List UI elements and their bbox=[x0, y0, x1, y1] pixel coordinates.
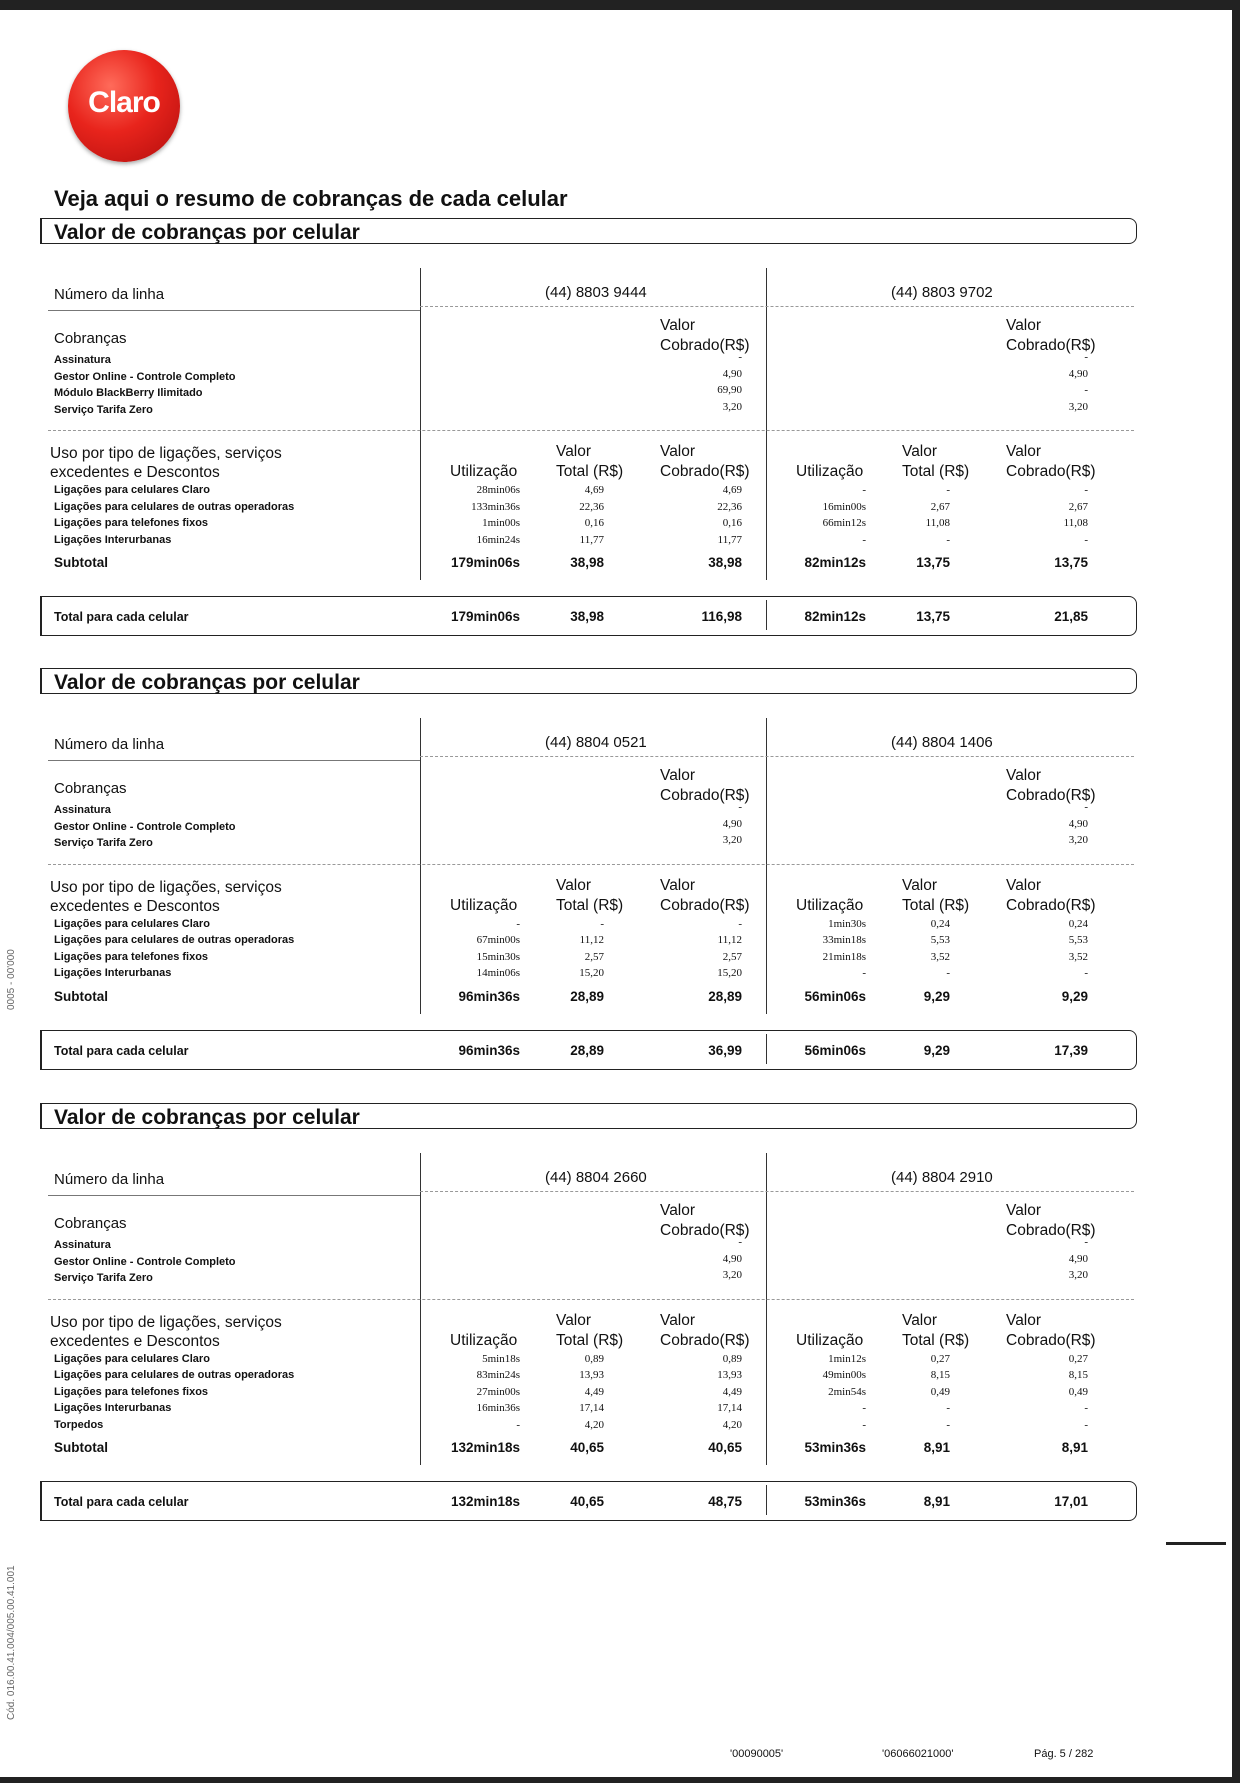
cobrado-header: Cobrado(R$) bbox=[660, 1331, 750, 1349]
charge-value: 69,90 bbox=[717, 384, 742, 396]
valor-header: Valor bbox=[1006, 317, 1042, 334]
usage-charged: 0,16 bbox=[722, 517, 742, 529]
subtotal-label: Subtotal bbox=[54, 555, 108, 570]
subtotal-total: 38,98 bbox=[570, 555, 604, 570]
usage-duration: 33min18s bbox=[822, 934, 866, 946]
subtotal-total: 9,29 bbox=[923, 988, 950, 1004]
usage-total: 11,08 bbox=[925, 517, 950, 529]
cobrado-header: Cobrado(R$) bbox=[660, 337, 750, 354]
row-divider bbox=[48, 864, 1134, 865]
cobrado-header: Cobrado(R$) bbox=[660, 787, 750, 804]
usage-item-label: Ligações para telefones fixos bbox=[54, 950, 209, 963]
total-charged: 116,98 bbox=[701, 609, 742, 624]
valor-header: Valor bbox=[1006, 443, 1042, 460]
usage-total: - bbox=[946, 967, 950, 979]
usage-duration: 14min06s bbox=[476, 967, 520, 979]
total-value: 8,91 bbox=[923, 1494, 950, 1509]
valor-header: Valor bbox=[556, 1311, 592, 1329]
charge-value: - bbox=[1084, 1236, 1088, 1248]
column-divider bbox=[766, 600, 767, 630]
total-per-line-label: Total para cada celular bbox=[54, 610, 189, 624]
cobrado-header: Cobrado(R$) bbox=[660, 1222, 750, 1239]
subtotal-total: 40,65 bbox=[570, 1440, 604, 1455]
charge-value: 3,20 bbox=[722, 1269, 742, 1281]
valor-header: Valor bbox=[1006, 767, 1042, 784]
usage-total: - bbox=[600, 917, 604, 930]
usage-total: 5,53 bbox=[930, 934, 950, 946]
usage-duration: 27min00s bbox=[476, 1385, 520, 1398]
row-divider bbox=[48, 760, 420, 761]
usage-charged: - bbox=[1084, 533, 1088, 546]
usage-duration: - bbox=[862, 533, 866, 546]
utilizacao-header: Utilização bbox=[450, 1331, 518, 1349]
valor-header: Valor bbox=[660, 317, 696, 334]
usage-charged: - bbox=[1084, 1418, 1088, 1431]
footer-code-2: '06066021000' bbox=[882, 1748, 954, 1760]
charge-value: 4,90 bbox=[1068, 367, 1088, 380]
side-form-code: Cód. 016.00.41.004/005.00.41.001 bbox=[6, 1565, 17, 1720]
subtotal-total: 28,89 bbox=[570, 988, 604, 1004]
subtotal-charged: 13,75 bbox=[1054, 555, 1088, 570]
row-divider bbox=[48, 1195, 420, 1196]
charge-value: 3,20 bbox=[1068, 834, 1088, 846]
column-divider bbox=[420, 718, 421, 1014]
row-divider bbox=[420, 756, 1134, 757]
side-batch-code: 0005 - 00'000 bbox=[6, 949, 17, 1010]
section-title-box bbox=[40, 218, 1137, 244]
charge-item-label: Módulo BlackBerry Ilimitado bbox=[54, 387, 203, 399]
usage-label: excedentes e Descontos bbox=[50, 464, 220, 481]
usage-total: 3,52 bbox=[930, 950, 950, 963]
usage-item-label: Ligações Interurbanas bbox=[54, 967, 172, 979]
charge-value: 3,20 bbox=[722, 834, 742, 846]
usage-charged: 13,93 bbox=[717, 1369, 742, 1381]
subtotal-duration: 53min36s bbox=[804, 1440, 866, 1455]
usage-total: 0,16 bbox=[584, 517, 604, 529]
utilizacao-header: Utilização bbox=[450, 896, 518, 914]
usage-duration: 5min18s bbox=[482, 1352, 520, 1365]
usage-duration: 66min12s bbox=[822, 517, 866, 529]
usage-duration: 16min24s bbox=[476, 533, 520, 546]
column-divider bbox=[766, 268, 767, 580]
usage-duration: 83min24s bbox=[476, 1369, 520, 1381]
usage-duration: 1min00s bbox=[482, 517, 520, 529]
usage-charged: 2,67 bbox=[1068, 500, 1088, 513]
row-divider bbox=[420, 1191, 1134, 1192]
section-title: Valor de cobranças por celular bbox=[54, 1106, 360, 1129]
usage-charged: 8,15 bbox=[1068, 1369, 1088, 1381]
valor-header: Valor bbox=[660, 443, 696, 460]
usage-total: 11,12 bbox=[579, 934, 604, 946]
usage-duration: 133min36s bbox=[471, 500, 520, 513]
total-charged: 17,01 bbox=[1054, 1494, 1088, 1509]
usage-duration: 49min00s bbox=[822, 1369, 866, 1381]
usage-duration: - bbox=[862, 1402, 866, 1414]
valor-header: Valor bbox=[660, 1311, 696, 1329]
usage-total: 4,69 bbox=[584, 484, 604, 496]
valor-header: Valor bbox=[902, 876, 938, 894]
usage-charged: 5,53 bbox=[1068, 934, 1088, 946]
column-divider bbox=[766, 1153, 767, 1465]
total-value: 13,75 bbox=[916, 609, 950, 624]
usage-charged: - bbox=[1084, 484, 1088, 496]
usage-charged: - bbox=[1084, 1402, 1088, 1414]
usage-total: 0,24 bbox=[930, 917, 950, 930]
subtotal-label: Subtotal bbox=[54, 988, 108, 1004]
usage-item-label: Torpedos bbox=[54, 1418, 104, 1431]
charge-value: 4,90 bbox=[722, 817, 742, 830]
column-divider bbox=[766, 718, 767, 1014]
subtotal-total: 8,91 bbox=[923, 1440, 950, 1455]
usage-charged: - bbox=[738, 917, 742, 930]
total-per-line-label: Total para cada celular bbox=[54, 1043, 189, 1058]
subtotal-duration: 179min06s bbox=[450, 555, 520, 570]
usage-charged: 15,20 bbox=[717, 967, 742, 979]
charge-item-label: Serviço Tarifa Zero bbox=[54, 403, 153, 416]
usage-duration: - bbox=[862, 1418, 866, 1431]
usage-duration: - bbox=[862, 484, 866, 496]
line-number: (44) 8803 9702 bbox=[891, 284, 993, 301]
line-number: (44) 8804 2910 bbox=[891, 1169, 993, 1186]
charge-item-label: Gestor Online - Controle Completo bbox=[54, 370, 236, 383]
usage-total: - bbox=[946, 1418, 950, 1431]
usage-total: 22,36 bbox=[579, 500, 604, 513]
charge-value: - bbox=[1084, 384, 1088, 396]
valor-header: Valor bbox=[556, 443, 592, 460]
line-number: (44) 8803 9444 bbox=[545, 284, 647, 301]
total-value: 38,98 bbox=[570, 609, 604, 624]
charge-value: 4,90 bbox=[1068, 817, 1088, 830]
charge-item-label: Assinatura bbox=[54, 354, 111, 366]
usage-duration: 1min12s bbox=[828, 1352, 866, 1365]
usage-label: Uso por tipo de ligações, serviços bbox=[50, 1313, 282, 1331]
line-number: (44) 8804 1406 bbox=[891, 734, 993, 751]
subtotal-charged: 38,98 bbox=[708, 555, 742, 570]
charge-value: 3,20 bbox=[1068, 1269, 1088, 1281]
section-title: Valor de cobranças por celular bbox=[54, 221, 360, 244]
usage-charged: - bbox=[1084, 967, 1088, 979]
charge-item-label: Assinatura bbox=[54, 804, 111, 816]
usage-charged: 4,69 bbox=[722, 484, 742, 496]
charge-value: 4,90 bbox=[1068, 1252, 1088, 1265]
total-row-box bbox=[40, 1030, 1137, 1070]
row-divider bbox=[420, 306, 1134, 307]
usage-total: 0,89 bbox=[584, 1352, 604, 1365]
charges-label: Cobranças bbox=[54, 330, 127, 347]
usage-duration: 1min30s bbox=[828, 917, 866, 930]
column-divider bbox=[766, 1034, 767, 1064]
section-title: Valor de cobranças por celular bbox=[54, 671, 360, 694]
usage-charged: 4,20 bbox=[722, 1418, 742, 1431]
total-duration: 53min36s bbox=[804, 1494, 866, 1509]
usage-item-label: Ligações para telefones fixos bbox=[54, 1385, 209, 1398]
total-header: Total (R$) bbox=[902, 463, 970, 480]
usage-item-label: Ligações para celulares de outras operadoras bbox=[54, 500, 295, 513]
usage-item-label: Ligações para celulares Claro bbox=[54, 1352, 210, 1365]
usage-duration: 16min00s bbox=[822, 500, 866, 513]
total-row-box bbox=[40, 596, 1137, 636]
usage-total: 2,67 bbox=[930, 500, 950, 513]
usage-charged: 3,52 bbox=[1068, 950, 1088, 963]
usage-charged: 11,77 bbox=[717, 533, 742, 546]
usage-charged: 17,14 bbox=[717, 1402, 742, 1414]
total-header: Total (R$) bbox=[902, 896, 970, 914]
usage-total: - bbox=[946, 484, 950, 496]
subtotal-charged: 8,91 bbox=[1061, 1440, 1088, 1455]
logo-text: Claro bbox=[88, 86, 160, 119]
claro-logo bbox=[68, 50, 180, 162]
total-value: 28,89 bbox=[570, 1042, 604, 1058]
usage-duration: 67min00s bbox=[476, 934, 520, 946]
right-edge bbox=[1232, 0, 1240, 1783]
usage-label: excedentes e Descontos bbox=[50, 1332, 220, 1350]
usage-item-label: Ligações para celulares de outras operadoras bbox=[54, 934, 295, 946]
subtotal-duration: 132min18s bbox=[450, 1440, 520, 1455]
section-title-box bbox=[40, 668, 1137, 694]
subtotal-total: 13,75 bbox=[916, 555, 950, 570]
total-duration: 96min36s bbox=[458, 1042, 520, 1058]
cobrado-header: Cobrado(R$) bbox=[1006, 1331, 1096, 1349]
row-divider bbox=[48, 310, 420, 311]
line-number-label: Número da linha bbox=[54, 1171, 165, 1188]
usage-duration: 2min54s bbox=[828, 1385, 866, 1398]
valor-header: Valor bbox=[660, 767, 696, 784]
total-header: Total (R$) bbox=[556, 1331, 624, 1349]
usage-total: 4,20 bbox=[584, 1418, 604, 1431]
charge-value: 3,20 bbox=[1068, 400, 1088, 413]
usage-charged: 0,24 bbox=[1068, 917, 1088, 930]
charge-item-label: Assinatura bbox=[54, 1239, 111, 1251]
usage-total: 8,15 bbox=[930, 1369, 950, 1381]
utilizacao-header: Utilização bbox=[450, 463, 518, 480]
page-number: Pág. 5 / 282 bbox=[1034, 1748, 1094, 1760]
total-row-box bbox=[40, 1481, 1137, 1521]
usage-total: 4,49 bbox=[584, 1385, 604, 1398]
subtotal-duration: 56min06s bbox=[804, 988, 866, 1004]
top-edge bbox=[0, 0, 1240, 10]
usage-charged: 0,49 bbox=[1068, 1385, 1088, 1398]
usage-charged: 0,89 bbox=[722, 1352, 742, 1365]
utilizacao-header: Utilização bbox=[796, 1331, 864, 1349]
subtotal-duration: 96min36s bbox=[458, 988, 520, 1004]
row-divider bbox=[48, 1299, 1134, 1300]
line-number: (44) 8804 2660 bbox=[545, 1169, 647, 1186]
utilizacao-header: Utilização bbox=[796, 896, 864, 914]
charge-value: - bbox=[738, 1236, 742, 1248]
valor-header: Valor bbox=[1006, 1202, 1042, 1219]
total-charged: 17,39 bbox=[1054, 1042, 1088, 1058]
usage-duration: - bbox=[516, 917, 520, 930]
charge-item-label: Serviço Tarifa Zero bbox=[54, 1272, 153, 1284]
total-header: Total (R$) bbox=[556, 896, 624, 914]
line-number: (44) 8804 0521 bbox=[545, 734, 647, 751]
charge-value: 3,20 bbox=[722, 400, 742, 413]
total-charged: 48,75 bbox=[708, 1494, 742, 1509]
column-divider bbox=[420, 268, 421, 580]
bottom-edge bbox=[0, 1777, 1240, 1783]
subtotal-label: Subtotal bbox=[54, 1440, 108, 1455]
line-number-label: Número da linha bbox=[54, 736, 165, 753]
subtotal-charged: 28,89 bbox=[708, 988, 742, 1004]
usage-label: Uso por tipo de ligações, serviços bbox=[50, 878, 282, 896]
charge-value: - bbox=[738, 801, 742, 813]
subtotal-charged: 40,65 bbox=[708, 1440, 742, 1455]
usage-total: 13,93 bbox=[579, 1369, 604, 1381]
page-title: Veja aqui o resumo de cobranças de cada celular bbox=[54, 186, 568, 211]
line-number-label: Número da linha bbox=[54, 286, 165, 303]
cobrado-header: Cobrado(R$) bbox=[1006, 463, 1096, 480]
total-duration: 132min18s bbox=[450, 1494, 520, 1509]
usage-item-label: Ligações para telefones fixos bbox=[54, 517, 209, 529]
charge-value: - bbox=[1084, 351, 1088, 363]
usage-item-label: Ligações para celulares Claro bbox=[54, 484, 210, 496]
usage-label: excedentes e Descontos bbox=[50, 897, 220, 915]
margin-mark bbox=[1166, 1542, 1226, 1545]
usage-label: Uso por tipo de ligações, serviços bbox=[50, 445, 282, 462]
usage-charged: 0,27 bbox=[1068, 1352, 1088, 1365]
usage-charged: 11,12 bbox=[717, 934, 742, 946]
usage-item-label: Ligações Interurbanas bbox=[54, 533, 172, 546]
total-charged: 21,85 bbox=[1054, 609, 1088, 624]
column-divider bbox=[420, 1153, 421, 1465]
valor-header: Valor bbox=[902, 1311, 938, 1329]
valor-header: Valor bbox=[1006, 876, 1042, 894]
charges-label: Cobranças bbox=[54, 1215, 127, 1232]
usage-total: 17,14 bbox=[579, 1402, 604, 1414]
usage-charged: 22,36 bbox=[717, 500, 742, 513]
total-header: Total (R$) bbox=[902, 1331, 970, 1349]
utilizacao-header: Utilização bbox=[796, 463, 864, 480]
usage-total: 0,27 bbox=[930, 1352, 950, 1365]
section-title-box bbox=[40, 1103, 1137, 1129]
total-charged: 36,99 bbox=[708, 1042, 742, 1058]
valor-header: Valor bbox=[1006, 1311, 1042, 1329]
total-duration: 179min06s bbox=[450, 609, 520, 624]
subtotal-charged: 9,29 bbox=[1061, 988, 1088, 1004]
usage-item-label: Ligações Interurbanas bbox=[54, 1402, 172, 1414]
total-value: 40,65 bbox=[570, 1494, 604, 1509]
charge-value: - bbox=[738, 351, 742, 363]
cobrado-header: Cobrado(R$) bbox=[660, 896, 750, 914]
valor-header: Valor bbox=[556, 876, 592, 894]
usage-total: 0,49 bbox=[930, 1385, 950, 1398]
charges-label: Cobranças bbox=[54, 780, 127, 797]
usage-total: 2,57 bbox=[584, 950, 604, 963]
usage-total: 15,20 bbox=[579, 967, 604, 979]
usage-duration: 28min06s bbox=[476, 484, 520, 496]
usage-charged: 2,57 bbox=[722, 950, 742, 963]
usage-duration: 21min18s bbox=[822, 950, 866, 963]
usage-total: 11,77 bbox=[579, 533, 604, 546]
column-divider bbox=[766, 1485, 767, 1515]
total-header: Total (R$) bbox=[556, 463, 624, 480]
usage-item-label: Ligações para celulares Claro bbox=[54, 917, 210, 930]
total-duration: 82min12s bbox=[804, 609, 866, 624]
footer-code-1: '00090005' bbox=[730, 1748, 784, 1760]
valor-header: Valor bbox=[660, 1202, 696, 1219]
total-per-line-label: Total para cada celular bbox=[54, 1495, 189, 1509]
charge-value: - bbox=[1084, 801, 1088, 813]
cobrado-header: Cobrado(R$) bbox=[1006, 1222, 1096, 1239]
usage-duration: - bbox=[862, 967, 866, 979]
valor-header: Valor bbox=[902, 443, 938, 460]
usage-duration: 15min30s bbox=[476, 950, 520, 963]
usage-total: - bbox=[946, 1402, 950, 1414]
usage-charged: 11,08 bbox=[1063, 517, 1088, 529]
cobrado-header: Cobrado(R$) bbox=[1006, 337, 1096, 354]
cobrado-header: Cobrado(R$) bbox=[660, 463, 750, 480]
valor-header: Valor bbox=[660, 876, 696, 894]
usage-total: - bbox=[946, 533, 950, 546]
cobrado-header: Cobrado(R$) bbox=[1006, 787, 1096, 804]
usage-duration: - bbox=[516, 1418, 520, 1431]
cobrado-header: Cobrado(R$) bbox=[1006, 896, 1096, 914]
total-duration: 56min06s bbox=[804, 1042, 866, 1058]
charge-item-label: Serviço Tarifa Zero bbox=[54, 837, 153, 849]
charge-item-label: Gestor Online - Controle Completo bbox=[54, 820, 236, 833]
subtotal-duration: 82min12s bbox=[804, 555, 866, 570]
usage-charged: 4,49 bbox=[722, 1385, 742, 1398]
usage-duration: 16min36s bbox=[476, 1402, 520, 1414]
row-divider bbox=[48, 430, 1134, 431]
charge-item-label: Gestor Online - Controle Completo bbox=[54, 1255, 236, 1268]
charge-value: 4,90 bbox=[722, 367, 742, 380]
total-value: 9,29 bbox=[923, 1042, 950, 1058]
charge-value: 4,90 bbox=[722, 1252, 742, 1265]
usage-item-label: Ligações para celulares de outras operadoras bbox=[54, 1369, 295, 1381]
